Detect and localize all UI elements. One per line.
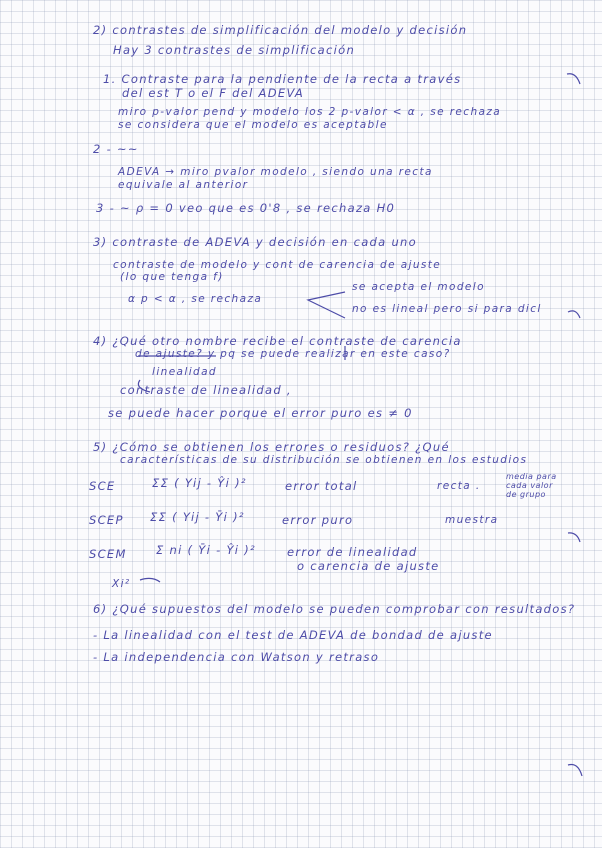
item-2-line: 2 - ~~ (93, 142, 139, 156)
side-note: media para cada valor de grupo (506, 472, 557, 499)
section-6-line-1: - La linealidad con el test de ADEVA de bondad de ajuste (93, 628, 493, 642)
section-3-line-1: contraste de modelo y cont de carencia de ajuste (113, 259, 442, 271)
section-4-title-2: de ajuste? y pq se puede realizar en este caso? (135, 348, 451, 360)
item-1-line-1: 1. Contraste para la pendiente de la recta a través (103, 72, 462, 86)
section-3-title: 3) contraste de ADEVA y decisión en cada uno (93, 235, 417, 249)
scem-desc-2: o carencia de ajuste (297, 559, 440, 573)
section-6-title: 6) ¿Qué supuestos del modelo se pueden comprobar con resultados? (93, 602, 576, 616)
scem-name: SCEM (89, 547, 127, 561)
sce-name: SCE (89, 479, 116, 493)
sce-note: recta . (437, 480, 481, 492)
section-4-answer-1: contraste de linealidad , (120, 383, 292, 397)
section-4-title-1: 4) ¿Qué otro nombre recibe el contraste de carencia (93, 334, 462, 348)
section-3-branch-accept: se acepta el modelo (352, 281, 485, 293)
section-3-rule: α p < α , se rechaza (128, 293, 263, 305)
scem-formula: Σ ni ( Ȳi - Ŷi )² (156, 543, 256, 557)
item-2-note-1: ADEVA → miro pvalor modelo , siendo una recta (118, 166, 433, 178)
item-1-note-1: miro p-valor pend y modelo los 2 p-valor < α , se rechaza (118, 106, 502, 118)
item-1-line-2: del est T o el F del ADEVA (122, 86, 304, 100)
item-3-line: 3 - ~ ρ = 0 veo que es 0'8 , se rechaza H0 (96, 201, 396, 215)
scep-formula: ΣΣ ( Yij - Ȳi )² (150, 510, 245, 524)
section-3-line-2: (lo que tenga f) (120, 271, 224, 283)
sce-desc: error total (285, 479, 358, 493)
section-6-line-2: - La independencia con Watson y retraso (93, 650, 380, 664)
section-5-title-1: 5) ¿Cómo se obtienen los errores o residuos? ¿Qué (93, 440, 450, 454)
scem-desc: error de linealidad (287, 545, 418, 559)
xi-note: Xi² (112, 578, 131, 590)
scep-note: muestra (445, 514, 499, 526)
item-2-note-2: equivale al anterior (118, 179, 249, 191)
sce-formula: ΣΣ ( Yij - Ŷi )² (152, 476, 247, 490)
section-4-answer-2: se puede hacer porque el error puro es ≠ 0 (108, 406, 413, 420)
section-3-branch-reject: no es lineal pero si para dicl (352, 303, 542, 315)
section-5-title-2: características de su distribución se obtienen en los estudios (120, 454, 528, 466)
section-2-title: 2) contrastes de simplificación del modelo y decisión (93, 23, 468, 37)
item-1-note-2: se considera que el modelo es aceptable (118, 119, 388, 131)
section-4-aside: linealidad (152, 366, 217, 378)
scep-name: SCEP (89, 513, 124, 527)
scep-desc: error puro (282, 513, 354, 527)
intro-line: Hay 3 contrastes de simplificación (113, 43, 356, 57)
